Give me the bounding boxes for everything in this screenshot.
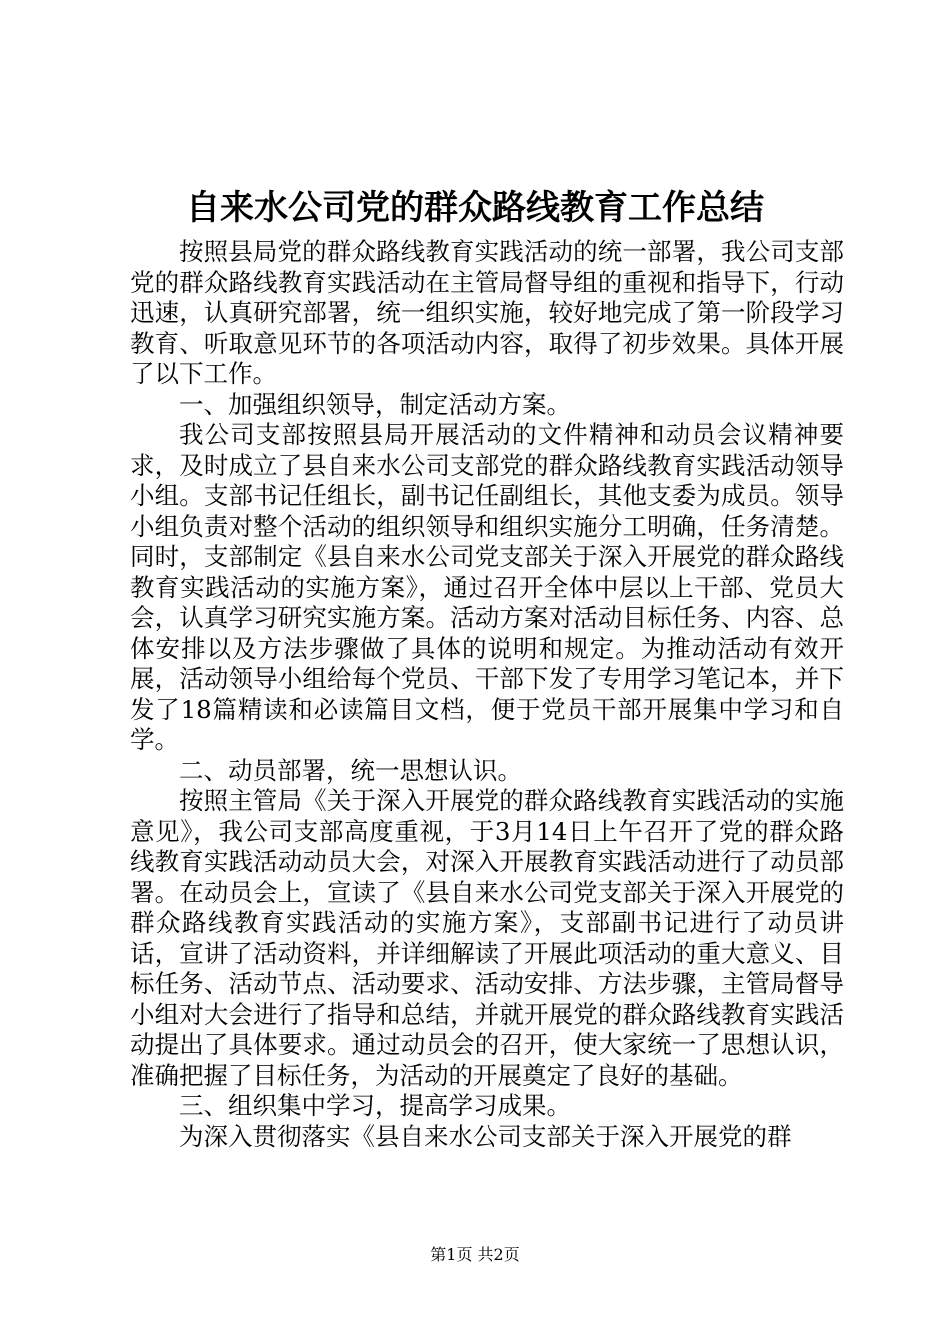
section-heading-3: 三、组织集中学习，提高学习成果。	[179, 1091, 571, 1120]
paragraph-section-2: 按照主管局《关于深入开展党的群众路线教育实践活动的实施意见》，我公司支部高度重视，于3月14日上午召开了党的群众路线教育实践活动动员大会，对深入开展教育实践活动进行了动员部署。在动员会上，宣读了《县自来水公司党支部关于深入开展党的群众路线教育实践活动的实施方案》，支部副书记进行了动员讲话，宣讲了活动资料，并详细解读了开展此项活动的重大意义、目标任务、活动节点、活动要求、活动安排、方法步骤，主管局督导小组对大会进行了指导和总结，并就开展党的群众路线教育实践活动提出了具体要求。通过动员会的召开，使大家统一了思想认识，准确把握了目标任务，为活动的开展奠定了良好的基础。	[130, 786, 844, 1090]
page-total: 共2页	[477, 1245, 520, 1264]
section-heading-1: 一、加强组织领导，制定活动方案。	[179, 389, 571, 419]
document-body	[130, 237, 844, 1152]
section-heading-2: 二、动员部署，统一思想认识。	[179, 755, 522, 785]
paragraph-section-1: 我公司支部按照县局开展活动的文件精神和动员会议精神要求，及时成立了县自来水公司支部党的群众路线教育实践活动领导小组。支部书记任组长，副书记任副组长，其他支委为成员。领导小组负责对整个活动的组织领导和组织实施分工明确，任务清楚。同时，支部制定《县自来水公司党支部关于深入开展党的群众路线教育实践活动的实施方案》，通过召开全体中层以上干部、党员大会，认真学习研究实施方案。活动方案对活动目标任务、内容、总体安排以及方法步骤做了具体的说明和规定。为推动活动有效开展，活动领导小组给每个党员、干部下发了专用学习笔记本，并下发了18篇精读和必读篇目文档，便于党员干部开展集中学习和自学。	[130, 420, 844, 754]
paragraph-section-3: 为深入贯彻落实《县自来水公司支部关于深入开展党的群	[179, 1121, 792, 1151]
document-title: 自来水公司党的群众路线教育工作总结	[186, 188, 764, 228]
paragraph-intro: 按照县局党的群众路线教育实践活动的统一部署，我公司支部党的群众路线教育实践活动在主管局督导组的重视和指导下，行动迅速，认真研究部署，统一组织实施，较好地完成了第一阶段学习教育、听取意见环节的各项活动内容，取得了初步效果。具体开展了以下工作。	[130, 237, 844, 388]
page-footer	[0, 1244, 950, 1266]
page-number: 第1页	[430, 1245, 473, 1264]
